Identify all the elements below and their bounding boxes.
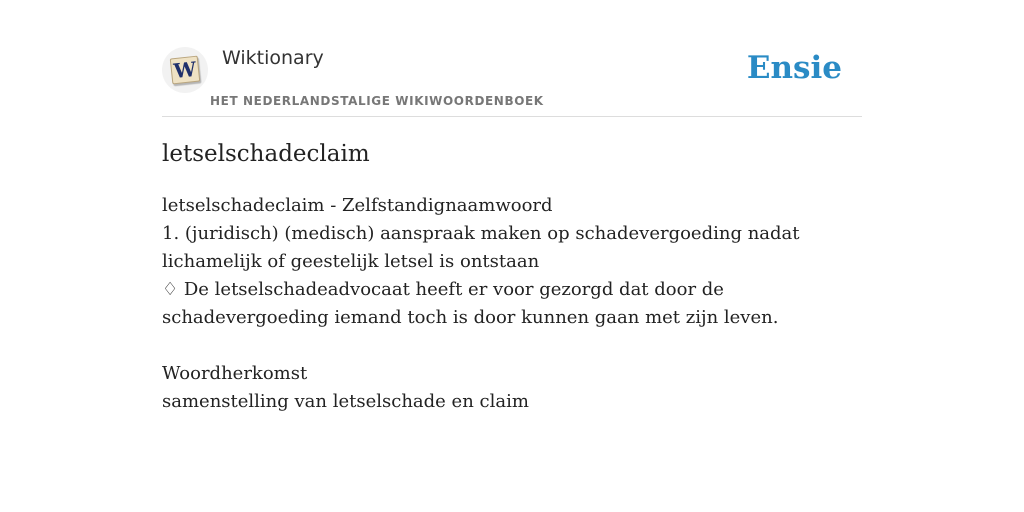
word-type: letselschadeclaim - Zelfstandignaamwoord xyxy=(162,195,553,216)
ensie-brand-link[interactable]: Ensie xyxy=(746,50,842,86)
definition: 1. (juridisch) (medisch) aanspraak maken op schadevergoeding nadat lichamelijk of geestelijk letsel is ontstaan xyxy=(162,223,800,272)
site-title[interactable]: Wiktionary xyxy=(222,47,324,69)
logo-letter: W xyxy=(172,56,198,84)
etymology-heading: Woordherkomst xyxy=(162,363,308,384)
page-title: letselschadeclaim xyxy=(162,141,370,167)
logo-tile xyxy=(170,56,201,85)
site-header xyxy=(162,40,862,117)
spacer xyxy=(162,332,862,360)
wiktionary-logo-icon[interactable] xyxy=(162,47,208,93)
example-sentence: ♢ De letselschadeadvocaat heeft er voor gezorgd dat door de schadevergoeding iemand toch is door kunnen gaan met zijn leven. xyxy=(162,279,779,328)
etymology-text: samenstelling van letselschade en claim xyxy=(162,391,529,412)
main-content xyxy=(162,138,862,416)
entry-body xyxy=(162,192,862,416)
site-tagline: HET NEDERLANDSTALIGE WIKIWOORDENBOEK xyxy=(210,94,544,108)
